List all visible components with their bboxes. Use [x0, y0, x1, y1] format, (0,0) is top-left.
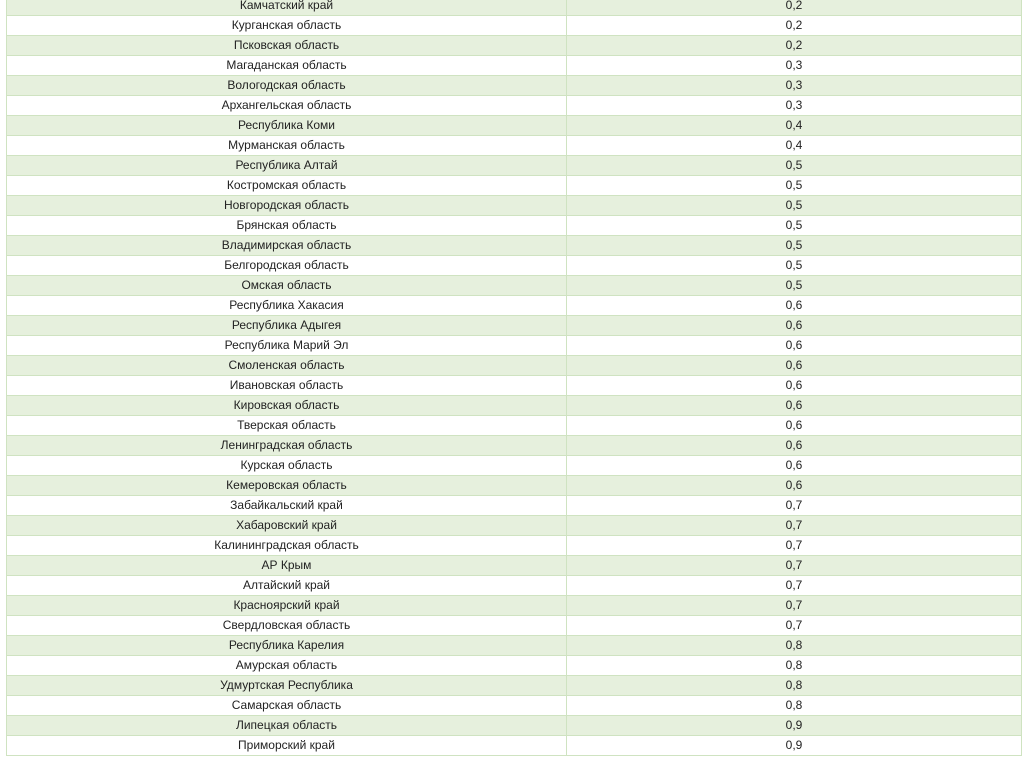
- region-name-cell: Красноярский край: [7, 596, 567, 616]
- region-name-cell: Кировская область: [7, 396, 567, 416]
- region-value-cell: 0,7: [567, 616, 1022, 636]
- table-row: [7, 556, 1022, 576]
- table-row: [7, 636, 1022, 656]
- table-row: [7, 576, 1022, 596]
- region-name-cell: Республика Хакасия: [7, 296, 567, 316]
- region-value-cell: 0,2: [567, 16, 1022, 36]
- table-row: [7, 96, 1022, 116]
- table-row: [7, 236, 1022, 256]
- table-row: [7, 196, 1022, 216]
- region-value-cell: 0,6: [567, 396, 1022, 416]
- region-name-cell: Псковская область: [7, 36, 567, 56]
- region-name-cell: Белгородская область: [7, 256, 567, 276]
- region-value-cell: 0,9: [567, 716, 1022, 736]
- table-row: [7, 116, 1022, 136]
- region-value-cell: 0,6: [567, 456, 1022, 476]
- region-name-cell: Омская область: [7, 276, 567, 296]
- region-table-container: [6, 0, 1021, 756]
- region-name-cell: Приморский край: [7, 736, 567, 756]
- region-value-cell: 0,8: [567, 636, 1022, 656]
- table-row: [7, 376, 1022, 396]
- region-name-cell: Ленинградская область: [7, 436, 567, 456]
- region-value-cell: 0,6: [567, 316, 1022, 336]
- region-value-cell: 0,6: [567, 376, 1022, 396]
- region-table-body: [7, 0, 1022, 756]
- table-row: [7, 56, 1022, 76]
- region-value-cell: 0,8: [567, 676, 1022, 696]
- region-value-cell: 0,5: [567, 196, 1022, 216]
- table-row: [7, 396, 1022, 416]
- region-value-cell: 0,2: [567, 36, 1022, 56]
- region-value-cell: 0,5: [567, 236, 1022, 256]
- region-value-cell: 0,6: [567, 476, 1022, 496]
- region-name-cell: Свердловская область: [7, 616, 567, 636]
- table-row: [7, 316, 1022, 336]
- table-row: [7, 156, 1022, 176]
- table-row: [7, 416, 1022, 436]
- region-value-cell: 0,6: [567, 296, 1022, 316]
- table-row: [7, 336, 1022, 356]
- table-row: [7, 516, 1022, 536]
- region-name-cell: Республика Коми: [7, 116, 567, 136]
- region-name-cell: Брянская область: [7, 216, 567, 236]
- region-value-cell: 0,5: [567, 176, 1022, 196]
- region-value-cell: 0,7: [567, 596, 1022, 616]
- table-row: [7, 456, 1022, 476]
- table-row: [7, 716, 1022, 736]
- table-row: [7, 476, 1022, 496]
- table-row: [7, 16, 1022, 36]
- region-name-cell: Мурманская область: [7, 136, 567, 156]
- table-row: [7, 676, 1022, 696]
- region-value-cell: 0,7: [567, 556, 1022, 576]
- region-value-cell: 0,2: [567, 0, 1022, 16]
- table-row: [7, 176, 1022, 196]
- region-value-cell: 0,5: [567, 156, 1022, 176]
- region-name-cell: Липецкая область: [7, 716, 567, 736]
- region-name-cell: Камчатский край: [7, 0, 567, 16]
- region-value-cell: 0,6: [567, 356, 1022, 376]
- region-name-cell: Алтайский край: [7, 576, 567, 596]
- region-value-cell: 0,7: [567, 496, 1022, 516]
- region-name-cell: Владимирская область: [7, 236, 567, 256]
- table-row: [7, 496, 1022, 516]
- table-row: [7, 356, 1022, 376]
- region-table: [6, 0, 1022, 756]
- region-value-cell: 0,8: [567, 696, 1022, 716]
- table-row: [7, 656, 1022, 676]
- region-value-cell: 0,7: [567, 536, 1022, 556]
- region-value-cell: 0,4: [567, 116, 1022, 136]
- region-name-cell: Амурская область: [7, 656, 567, 676]
- region-value-cell: 0,5: [567, 256, 1022, 276]
- region-value-cell: 0,3: [567, 56, 1022, 76]
- region-name-cell: Кемеровская область: [7, 476, 567, 496]
- region-value-cell: 0,7: [567, 516, 1022, 536]
- region-name-cell: Республика Карелия: [7, 636, 567, 656]
- region-name-cell: Республика Адыгея: [7, 316, 567, 336]
- region-name-cell: Республика Марий Эл: [7, 336, 567, 356]
- region-value-cell: 0,6: [567, 416, 1022, 436]
- table-row: [7, 136, 1022, 156]
- region-name-cell: Тверская область: [7, 416, 567, 436]
- table-row: [7, 296, 1022, 316]
- table-row: [7, 0, 1022, 16]
- region-name-cell: Курганская область: [7, 16, 567, 36]
- region-value-cell: 0,4: [567, 136, 1022, 156]
- region-name-cell: Курская область: [7, 456, 567, 476]
- region-name-cell: Калининградская область: [7, 536, 567, 556]
- region-name-cell: Костромская область: [7, 176, 567, 196]
- region-value-cell: 0,5: [567, 276, 1022, 296]
- region-value-cell: 0,6: [567, 336, 1022, 356]
- region-value-cell: 0,8: [567, 656, 1022, 676]
- table-row: [7, 596, 1022, 616]
- region-name-cell: Вологодская область: [7, 76, 567, 96]
- table-row: [7, 256, 1022, 276]
- region-name-cell: Архангельская область: [7, 96, 567, 116]
- region-name-cell: АР Крым: [7, 556, 567, 576]
- table-row: [7, 276, 1022, 296]
- region-name-cell: Хабаровский край: [7, 516, 567, 536]
- table-row: [7, 76, 1022, 96]
- region-value-cell: 0,3: [567, 76, 1022, 96]
- region-name-cell: Ивановская область: [7, 376, 567, 396]
- region-name-cell: Смоленская область: [7, 356, 567, 376]
- region-value-cell: 0,9: [567, 736, 1022, 756]
- region-name-cell: Удмуртская Республика: [7, 676, 567, 696]
- region-value-cell: 0,3: [567, 96, 1022, 116]
- table-row: [7, 696, 1022, 716]
- region-name-cell: Магаданская область: [7, 56, 567, 76]
- table-row: [7, 736, 1022, 756]
- region-name-cell: Новгородская область: [7, 196, 567, 216]
- table-row: [7, 36, 1022, 56]
- region-value-cell: 0,6: [567, 436, 1022, 456]
- table-row: [7, 616, 1022, 636]
- region-value-cell: 0,7: [567, 576, 1022, 596]
- table-row: [7, 436, 1022, 456]
- table-row: [7, 536, 1022, 556]
- region-name-cell: Забайкальский край: [7, 496, 567, 516]
- region-name-cell: Республика Алтай: [7, 156, 567, 176]
- region-value-cell: 0,5: [567, 216, 1022, 236]
- table-row: [7, 216, 1022, 236]
- region-name-cell: Самарская область: [7, 696, 567, 716]
